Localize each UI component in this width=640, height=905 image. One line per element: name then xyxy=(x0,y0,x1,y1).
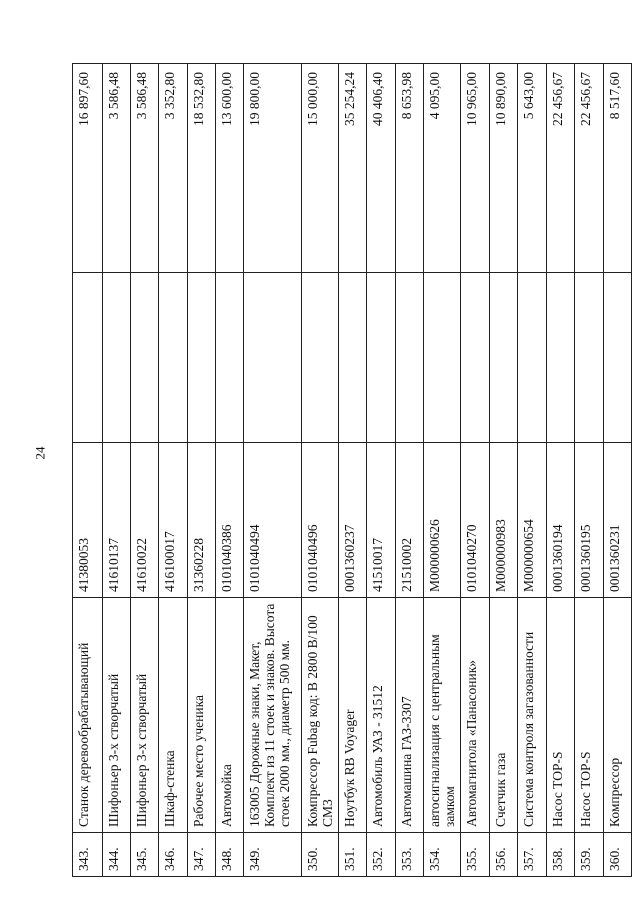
inventory-code: 0001360194 xyxy=(547,443,575,598)
empty-cell xyxy=(302,273,339,443)
inventory-table-container xyxy=(72,64,622,877)
table-row xyxy=(339,64,367,877)
table-row xyxy=(547,64,575,877)
item-name: Счетчик газа xyxy=(490,598,518,833)
empty-cell xyxy=(339,273,367,443)
inventory-code: 0001360195 xyxy=(575,443,604,598)
item-name: Насос TOP-S xyxy=(547,598,575,833)
empty-cell xyxy=(490,273,518,443)
item-name: Автомашина ГАЗ-3307 xyxy=(396,598,424,833)
item-name: Ноутбук RB Voyager xyxy=(339,598,367,833)
item-value: 10 965,00 xyxy=(461,64,490,273)
item-name: 163005 Дорожные знаки, Макет, Комплект из 11 стоек и знаков. Высота стоек 2000 мм., диаметр 500 мм. xyxy=(244,598,302,833)
table-row xyxy=(604,64,632,877)
table-row xyxy=(396,64,424,877)
item-name: Автомойка xyxy=(216,598,244,833)
item-name: Компрессор Fubag код: В 2800 В/100 СМ3 xyxy=(302,598,339,833)
item-name: Шкаф-стенка xyxy=(159,598,188,833)
item-value: 5 643,00 xyxy=(518,64,547,273)
inventory-code: М000000654 xyxy=(518,443,547,598)
inventory-code: 0101040494 xyxy=(244,443,302,598)
item-value: 35 254,24 xyxy=(339,64,367,273)
item-value: 3 352,80 xyxy=(159,64,188,273)
empty-cell xyxy=(547,273,575,443)
item-value: 16 897,60 xyxy=(73,64,103,273)
empty-cell xyxy=(575,273,604,443)
item-name: Станок деревообрабатывающий xyxy=(73,598,103,833)
item-name: автосигнализация с центральным замком xyxy=(424,598,461,833)
table-row xyxy=(188,64,216,877)
row-number: 351. xyxy=(339,833,367,877)
row-number: 357. xyxy=(518,833,547,877)
empty-cell xyxy=(461,273,490,443)
item-name: Рабочее место ученика xyxy=(188,598,216,833)
empty-cell xyxy=(396,273,424,443)
row-number: 354. xyxy=(424,833,461,877)
item-value: 8 517,60 xyxy=(604,64,632,273)
table-row xyxy=(424,64,461,877)
table-row xyxy=(216,64,244,877)
inventory-table xyxy=(72,63,632,877)
empty-cell xyxy=(216,273,244,443)
table-row xyxy=(159,64,188,877)
page-number: 24 xyxy=(32,446,48,460)
row-number: 343. xyxy=(73,833,103,877)
item-value: 3 586,48 xyxy=(131,64,159,273)
row-number: 360. xyxy=(604,833,632,877)
empty-cell xyxy=(367,273,396,443)
row-number: 346. xyxy=(159,833,188,877)
inventory-code: 31360228 xyxy=(188,443,216,598)
item-value: 10 890,00 xyxy=(490,64,518,273)
table-row xyxy=(244,64,302,877)
row-number: 348. xyxy=(216,833,244,877)
item-value: 18 532,80 xyxy=(188,64,216,273)
inventory-code: 0001360231 xyxy=(604,443,632,598)
item-value: 22 456,67 xyxy=(547,64,575,273)
row-number: 358. xyxy=(547,833,575,877)
inventory-code: М000000626 xyxy=(424,443,461,598)
row-number: 349. xyxy=(244,833,302,877)
item-name: Автомагнитола «Панасоник» xyxy=(461,598,490,833)
inventory-code: 41510017 xyxy=(367,443,396,598)
inventory-code: 0101040270 xyxy=(461,443,490,598)
table-row xyxy=(131,64,159,877)
row-number: 345. xyxy=(131,833,159,877)
inventory-code: М000000983 xyxy=(490,443,518,598)
empty-cell xyxy=(159,273,188,443)
item-name: Система контроля загазованности xyxy=(518,598,547,833)
inventory-code: 21510002 xyxy=(396,443,424,598)
table-row xyxy=(367,64,396,877)
empty-cell xyxy=(424,273,461,443)
item-value: 13 600,00 xyxy=(216,64,244,273)
item-name: Шифоньер 3-х створчатый xyxy=(131,598,159,833)
row-number: 359. xyxy=(575,833,604,877)
inventory-code: 41610022 xyxy=(131,443,159,598)
table-row xyxy=(518,64,547,877)
table-row xyxy=(461,64,490,877)
row-number: 344. xyxy=(103,833,131,877)
row-number: 356. xyxy=(490,833,518,877)
item-name: Насос TOP-S xyxy=(575,598,604,833)
table-row xyxy=(103,64,131,877)
empty-cell xyxy=(131,273,159,443)
table-row xyxy=(490,64,518,877)
row-number: 353. xyxy=(396,833,424,877)
inventory-code: 416100017 xyxy=(159,443,188,598)
item-value: 4 095,00 xyxy=(424,64,461,273)
item-value: 3 586,48 xyxy=(103,64,131,273)
empty-cell xyxy=(103,273,131,443)
empty-cell xyxy=(73,273,103,443)
table-row xyxy=(302,64,339,877)
item-value: 40 406,40 xyxy=(367,64,396,273)
row-number: 347. xyxy=(188,833,216,877)
item-name: Шифоньер 3-х створчатый xyxy=(103,598,131,833)
inventory-code: 41380053 xyxy=(73,443,103,598)
empty-cell xyxy=(244,273,302,443)
item-value: 19 800,00 xyxy=(244,64,302,273)
item-name: Автомобиль УАЗ - 31512 xyxy=(367,598,396,833)
empty-cell xyxy=(604,273,632,443)
row-number: 352. xyxy=(367,833,396,877)
item-value: 22 456,67 xyxy=(575,64,604,273)
inventory-code: 41610137 xyxy=(103,443,131,598)
empty-cell xyxy=(518,273,547,443)
inventory-code: 0101040386 xyxy=(216,443,244,598)
inventory-code: 0001360237 xyxy=(339,443,367,598)
table-row xyxy=(73,64,103,877)
row-number: 350. xyxy=(302,833,339,877)
item-value: 15 000,00 xyxy=(302,64,339,273)
inventory-code: 0101040496 xyxy=(302,443,339,598)
empty-cell xyxy=(188,273,216,443)
row-number: 355. xyxy=(461,833,490,877)
table-row xyxy=(575,64,604,877)
item-name: Компрессор xyxy=(604,598,632,833)
item-value: 8 653,98 xyxy=(396,64,424,273)
